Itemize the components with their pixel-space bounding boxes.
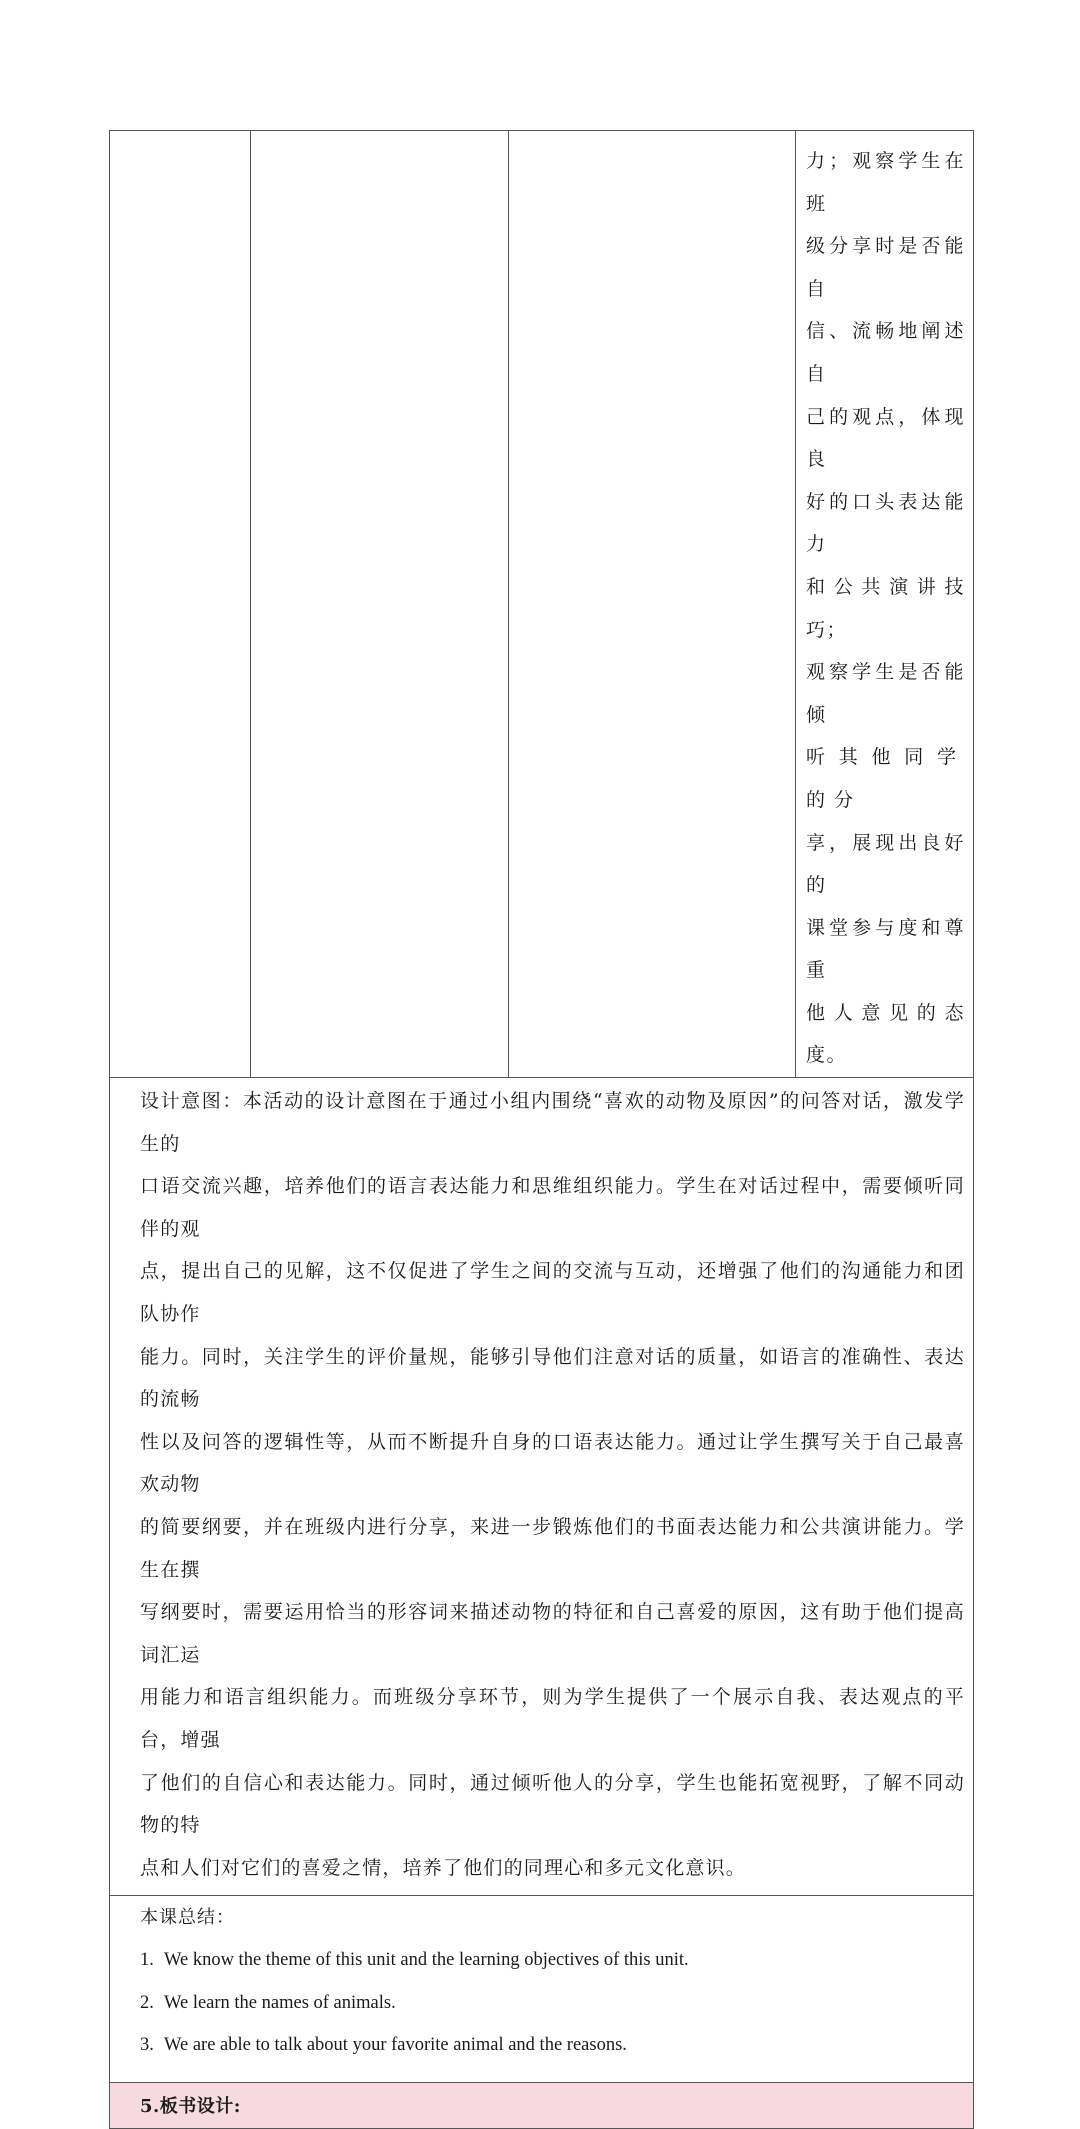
design-intent-line: 性以及问答的逻辑性等，从而不断提升自身的口语表达能力。通过让学生撰写关于自己最喜欢动物 xyxy=(140,1430,965,1496)
assessment-line: 课堂参与度和尊重 xyxy=(806,916,965,982)
summary-title: 本课总结： xyxy=(140,1907,235,1929)
design-intent-line: 点，提出自己的见解，这不仅促进了学生之间的交流与互动，还增强了他们的沟通能力和团队协作 xyxy=(140,1260,965,1326)
summary-item xyxy=(140,1948,965,1972)
board-design-cell xyxy=(110,2082,974,2128)
assessment-line: 和公共演讲技巧； xyxy=(806,575,965,641)
activity-row xyxy=(110,131,974,1078)
summary-item-number: 1. xyxy=(140,1950,154,1971)
summary-list xyxy=(140,1948,965,2057)
assessment-line: 他人意见的态度。 xyxy=(806,1001,965,1067)
design-intent-line: 口语交流兴趣，培养他们的语言表达能力和思维组织能力。学生在对话过程中，需要倾听同伴的观 xyxy=(140,1175,965,1240)
design-intent-line: 用能力和语言组织能力。而班级分享环节，则为学生提供了一个展示自我、表达观点的平台，增强 xyxy=(140,1686,965,1751)
board-design-row xyxy=(110,2082,974,2128)
student-activity-cell xyxy=(509,131,796,1078)
summary-item xyxy=(140,2033,965,2057)
design-intent-line: 写纲要时，需要运用恰当的形容词来描述动物的特征和自己喜爱的原因，这有助于他们提高词汇运 xyxy=(140,1601,965,1666)
design-intent-line: 点和人们对它们的喜爱之情，培养了他们的同理心和多元文化意识。 xyxy=(140,1856,747,1879)
assessment-line: 力；观察学生在班 xyxy=(806,150,965,215)
summary-item-text: We learn the names of animals. xyxy=(164,1992,396,2013)
assessment-line: 观察学生是否能倾 xyxy=(806,661,965,726)
design-intent-text xyxy=(140,1080,965,1889)
design-intent-line: 设计意图：本活动的设计意图在于通过小组内围绕“喜欢的动物及原因”的问答对话，激发学生的 xyxy=(140,1090,965,1155)
summary-item xyxy=(140,1991,965,2015)
assessment-line: 好的口头表达能力 xyxy=(806,490,965,556)
summary-item-number: 2. xyxy=(140,1992,154,2013)
board-design-title: 5.板书设计: xyxy=(140,2096,241,2118)
teacher-activity-cell xyxy=(251,131,509,1078)
design-intent-line: 的简要纲要，并在班级内进行分享，来进一步锻炼他们的书面表达能力和公共演讲能力。学生在撰 xyxy=(140,1516,965,1581)
design-intent-line: 能力。同时，关注学生的评价量规，能够引导他们注意对话的质量，如语言的准确性、表达的流畅 xyxy=(140,1345,965,1411)
summary-cell xyxy=(110,1896,974,2083)
assessment-cell xyxy=(796,131,974,1078)
assessment-line: 听其他同学的分 xyxy=(806,746,965,811)
summary-item-text: We are able to talk about your favorite animal and the reasons. xyxy=(164,2035,627,2056)
summary-row xyxy=(110,1896,974,2083)
assessment-line: 信、流畅地阐述自 xyxy=(806,320,965,385)
stage-cell xyxy=(110,131,251,1078)
assessment-line: 级分享时是否能自 xyxy=(806,235,965,300)
design-intent-cell xyxy=(110,1078,974,1896)
design-intent-row xyxy=(110,1078,974,1896)
assessment-line: 享，展现出良好的 xyxy=(806,831,965,897)
lesson-plan-table xyxy=(109,130,974,2129)
summary-item-text: We know the theme of this unit and the learning objectives of this unit. xyxy=(164,1950,689,1971)
assessment-line: 己的观点，体现良 xyxy=(806,405,965,471)
design-intent-line: 了他们的自信心和表达能力。同时，通过倾听他人的分享，学生也能拓宽视野，了解不同动物的特 xyxy=(140,1771,965,1837)
assessment-text xyxy=(796,131,973,1077)
summary-item-number: 3. xyxy=(140,2035,154,2056)
